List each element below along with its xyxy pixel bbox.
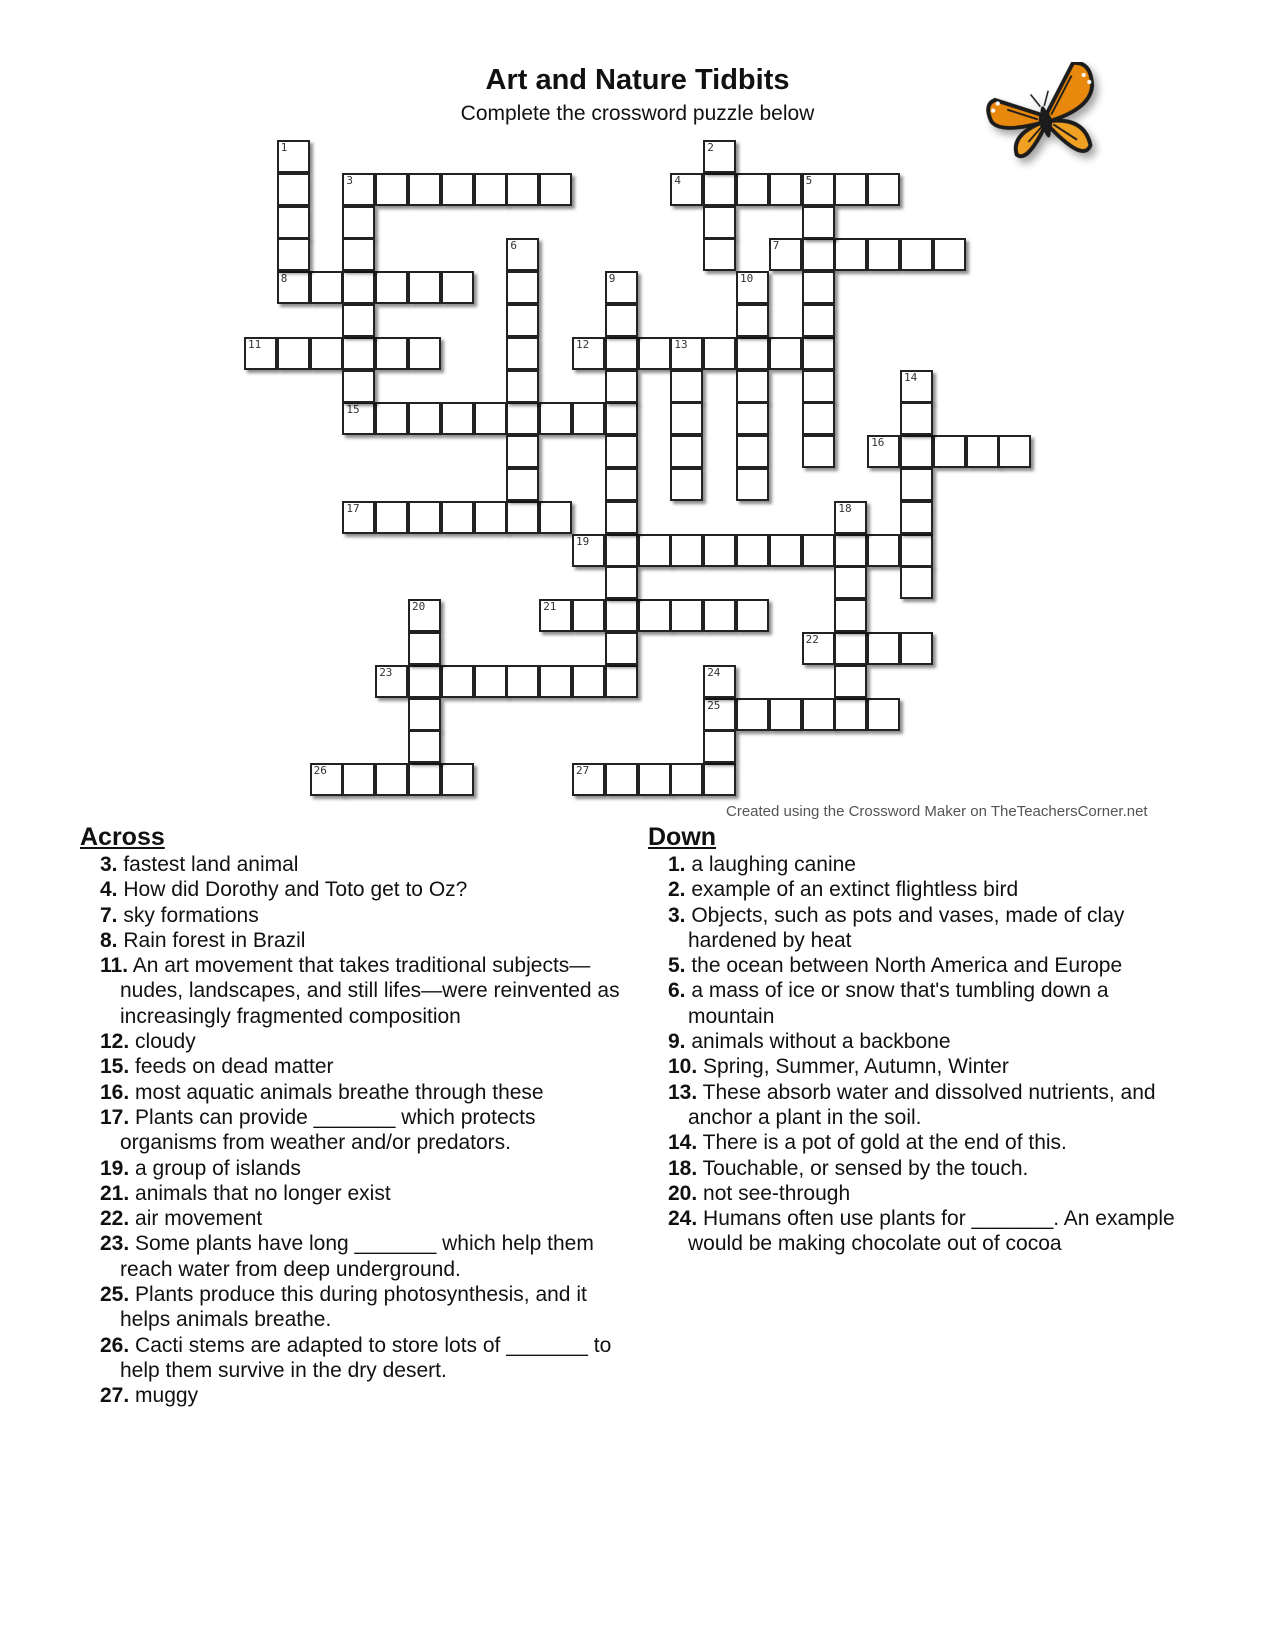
crossword-cell[interactable]	[408, 271, 441, 304]
crossword-cell[interactable]	[408, 698, 441, 731]
crossword-cell[interactable]	[834, 599, 867, 632]
crossword-cell[interactable]	[506, 337, 539, 370]
across-clue	[100, 953, 630, 1029]
page-title: Art and Nature Tidbits	[485, 64, 790, 96]
crossword-cell[interactable]	[506, 271, 539, 304]
crossword-cell[interactable]	[605, 370, 638, 403]
clue-text: the ocean between North America and Europe	[685, 954, 1123, 978]
cell-number: 14	[904, 370, 918, 384]
clue-text: Objects, such as pots and vases, made of clay hardened by heat	[685, 903, 1125, 952]
crossword-cell[interactable]	[769, 534, 802, 567]
crossword-cell[interactable]	[670, 337, 703, 370]
cell-number: 7	[772, 239, 780, 253]
crossword-cell[interactable]	[408, 763, 441, 796]
crossword-cell[interactable]	[703, 140, 736, 173]
crossword-cell[interactable]	[966, 435, 999, 468]
clue-number: 3.	[668, 903, 686, 927]
clue-number: 5.	[668, 954, 686, 978]
crossword-cell[interactable]	[506, 468, 539, 501]
clue-text: Rain forest in Brazil	[117, 928, 306, 952]
crossword-cell[interactable]	[277, 271, 310, 304]
crossword-cell[interactable]	[703, 337, 736, 370]
crossword-cell[interactable]	[342, 271, 375, 304]
clue-number: 13.	[668, 1080, 698, 1104]
crossword-cell[interactable]	[867, 632, 900, 665]
crossword-cell[interactable]	[441, 763, 474, 796]
crossword-cell[interactable]	[605, 665, 638, 698]
crossword-cell[interactable]	[342, 501, 375, 534]
clue-number: 14.	[668, 1131, 698, 1155]
down-clue	[668, 877, 1193, 902]
clue-text: cloudy	[129, 1030, 196, 1054]
clue-number: 21.	[100, 1181, 130, 1205]
crossword-cell[interactable]	[736, 271, 769, 304]
crossword-cell[interactable]	[703, 534, 736, 567]
cell-number: 10	[740, 272, 754, 286]
crossword-cell[interactable]	[802, 238, 835, 271]
crossword-cell[interactable]	[736, 402, 769, 435]
crossword-cell[interactable]	[474, 173, 507, 206]
crossword-cell[interactable]	[408, 730, 441, 763]
clue-text: animals that no longer exist	[129, 1181, 391, 1205]
clue-number: 23.	[100, 1232, 130, 1256]
across-clue	[100, 1383, 630, 1408]
crossword-cell[interactable]	[900, 468, 933, 501]
crossword-cell[interactable]	[408, 337, 441, 370]
clue-number: 15.	[100, 1055, 130, 1079]
crossword-cell[interactable]	[867, 435, 900, 468]
down-clue	[668, 903, 1193, 954]
cell-number: 24	[707, 665, 721, 679]
crossword-cell[interactable]	[605, 337, 638, 370]
crossword-cell[interactable]	[605, 763, 638, 796]
crossword-cell[interactable]	[802, 698, 835, 731]
clue-number: 24.	[668, 1207, 698, 1231]
across-clue	[100, 1105, 630, 1156]
crossword-cell[interactable]	[375, 763, 408, 796]
across-clue	[100, 1080, 630, 1105]
clue-number: 1.	[668, 853, 686, 876]
cell-number: 23	[379, 665, 393, 679]
crossword-cell[interactable]	[670, 173, 703, 206]
crossword-cell[interactable]	[703, 730, 736, 763]
clue-text: Plants produce this during photosynthesis, and it helps animals breathe.	[120, 1283, 587, 1332]
crossword-cell[interactable]	[834, 632, 867, 665]
cell-number: 1	[280, 141, 288, 154]
clue-text: most aquatic animals breathe through these	[129, 1080, 544, 1104]
crossword-cell[interactable]	[572, 763, 605, 796]
crossword-cell[interactable]	[900, 632, 933, 665]
clue-number: 4.	[100, 878, 118, 902]
crossword-cell[interactable]	[802, 304, 835, 337]
crossword-cell[interactable]	[867, 238, 900, 271]
crossword-cell[interactable]	[474, 501, 507, 534]
clue-text: An art movement that takes traditional subjects—nudes, landscapes, and still lifes—were reinvented as increasingly fragmented composition	[120, 954, 620, 1028]
crossword-cell[interactable]	[441, 271, 474, 304]
crossword-cell[interactable]	[408, 665, 441, 698]
down-clue	[668, 978, 1193, 1029]
crossword-cell[interactable]	[605, 468, 638, 501]
crossword-cell[interactable]	[802, 173, 835, 206]
cell-number: 15	[346, 403, 360, 417]
clue-number: 12.	[100, 1030, 130, 1054]
crossword-cell[interactable]	[900, 501, 933, 534]
clue-number: 8.	[100, 928, 118, 952]
clue-text: feeds on dead matter	[129, 1055, 334, 1079]
crossword-cell[interactable]	[802, 435, 835, 468]
crossword-cell[interactable]	[900, 370, 933, 403]
crossword-cell[interactable]	[900, 566, 933, 599]
crossword-cell[interactable]	[638, 534, 671, 567]
clue-text: a laughing canine	[685, 853, 856, 876]
clue-number: 25.	[100, 1283, 130, 1307]
crossword-cell[interactable]	[342, 337, 375, 370]
clue-number: 22.	[100, 1207, 130, 1231]
crossword-cell[interactable]	[670, 402, 703, 435]
crossword-cell[interactable]	[375, 173, 408, 206]
crossword-cell[interactable]	[867, 173, 900, 206]
crossword-cell[interactable]	[802, 337, 835, 370]
crossword-cell[interactable]	[802, 206, 835, 239]
crossword-cell[interactable]	[408, 501, 441, 534]
crossword-cell[interactable]	[572, 599, 605, 632]
clue-number: 7.	[100, 903, 118, 927]
crossword-cell[interactable]	[310, 337, 343, 370]
clue-number: 3.	[100, 853, 118, 876]
clue-text: muggy	[129, 1384, 199, 1408]
clue-number: 9.	[668, 1030, 686, 1054]
crossword-cell[interactable]	[703, 599, 736, 632]
cell-number: 16	[871, 436, 885, 450]
crossword-cell[interactable]	[277, 206, 310, 239]
crossword-cell[interactable]	[670, 435, 703, 468]
across-clue	[100, 877, 630, 902]
crossword-cell[interactable]	[310, 763, 343, 796]
crossword-cell[interactable]	[900, 238, 933, 271]
across-clue	[100, 1231, 630, 1282]
crossword-cell[interactable]	[441, 501, 474, 534]
crossword-cell[interactable]	[506, 370, 539, 403]
crossword-cell[interactable]	[408, 173, 441, 206]
crossword-cell[interactable]	[670, 468, 703, 501]
crossword-cell[interactable]	[474, 402, 507, 435]
crossword-cell[interactable]	[506, 501, 539, 534]
across-clue	[100, 903, 630, 928]
across-clue	[100, 1156, 630, 1181]
crossword-cell[interactable]	[375, 271, 408, 304]
crossword-cell[interactable]	[375, 402, 408, 435]
butterfly-image	[980, 62, 1110, 177]
crossword-cell[interactable]	[342, 763, 375, 796]
cell-number: 27	[576, 764, 590, 778]
clue-text: Some plants have long _______ which help them reach water from deep underground.	[120, 1232, 594, 1281]
cell-number: 13	[674, 337, 688, 351]
clue-number: 2.	[668, 878, 686, 902]
down-clue	[668, 1029, 1193, 1054]
crossword-cell[interactable]	[605, 534, 638, 567]
cell-number: 11	[248, 337, 262, 351]
crossword-cell[interactable]	[933, 238, 966, 271]
cell-number: 2	[707, 141, 714, 154]
crossword-cell[interactable]	[375, 501, 408, 534]
crossword-cell[interactable]	[900, 402, 933, 435]
crossword-cell[interactable]	[670, 599, 703, 632]
crossword-cell[interactable]	[736, 435, 769, 468]
cell-number: 8	[280, 272, 288, 286]
crossword-cell[interactable]	[638, 599, 671, 632]
crossword-cell[interactable]	[605, 632, 638, 665]
crossword-cell[interactable]	[867, 698, 900, 731]
cell-number: 6	[510, 239, 518, 253]
crossword-cell[interactable]	[342, 402, 375, 435]
crossword-cell[interactable]	[539, 501, 572, 534]
crossword-cell[interactable]	[802, 271, 835, 304]
crossword-cell[interactable]	[506, 435, 539, 468]
crossword-cell[interactable]	[736, 304, 769, 337]
crossword-cell[interactable]	[539, 402, 572, 435]
across-heading: Across	[80, 823, 165, 851]
crossword-cell[interactable]	[539, 665, 572, 698]
crossword-cell[interactable]	[310, 271, 343, 304]
crossword-cell[interactable]	[900, 435, 933, 468]
crossword-cell[interactable]	[802, 402, 835, 435]
crossword-cell[interactable]	[539, 173, 572, 206]
crossword-cell[interactable]	[867, 534, 900, 567]
crossword-cell[interactable]	[539, 599, 572, 632]
clue-number: 6.	[668, 979, 686, 1003]
crossword-cell[interactable]	[998, 435, 1031, 468]
crossword-cell[interactable]	[933, 435, 966, 468]
clue-text: sky formations	[117, 903, 259, 927]
crossword-cell[interactable]	[769, 337, 802, 370]
crossword-cell[interactable]	[834, 534, 867, 567]
crossword-cell[interactable]	[736, 599, 769, 632]
clue-number: 17.	[100, 1105, 130, 1129]
crossword-cell[interactable]	[670, 370, 703, 403]
cell-number: 3	[346, 173, 354, 187]
crossword-cell[interactable]	[736, 173, 769, 206]
clue-text: a group of islands	[129, 1156, 301, 1180]
clue-text: Cacti stems are adapted to store lots of _______ to help them survive in the dry desert.	[120, 1333, 612, 1382]
crossword-cell[interactable]	[572, 402, 605, 435]
crossword-cell[interactable]	[703, 763, 736, 796]
crossword-cell[interactable]	[342, 238, 375, 271]
crossword-cell[interactable]	[670, 763, 703, 796]
down-clue	[668, 1080, 1193, 1131]
crossword-cell[interactable]	[441, 665, 474, 698]
crossword-cell[interactable]	[572, 534, 605, 567]
down-clue	[668, 1156, 1193, 1181]
crossword-cell[interactable]	[703, 173, 736, 206]
crossword-cell[interactable]	[605, 304, 638, 337]
cell-number: 22	[805, 633, 819, 646]
crossword-cell[interactable]	[572, 665, 605, 698]
clue-number: 19.	[100, 1156, 130, 1180]
crossword-cell[interactable]	[605, 566, 638, 599]
cell-number: 18	[838, 501, 852, 515]
clue-number: 27.	[100, 1384, 130, 1408]
crossword-cell[interactable]	[408, 632, 441, 665]
down-clue	[668, 1054, 1193, 1079]
crossword-cell[interactable]	[769, 238, 802, 271]
crossword-cell[interactable]	[605, 402, 638, 435]
clue-text: fastest land animal	[117, 853, 299, 876]
clue-number: 26.	[100, 1333, 130, 1357]
crossword-cell[interactable]	[277, 173, 310, 206]
across-clue	[100, 1333, 630, 1384]
crossword-cell[interactable]	[703, 665, 736, 698]
crossword-cell[interactable]	[506, 238, 539, 271]
clue-number: 10.	[668, 1055, 698, 1079]
page-subtitle: Complete the crossword puzzle below	[460, 102, 815, 125]
across-clue	[100, 1029, 630, 1054]
crossword-cell[interactable]	[605, 435, 638, 468]
across-clue	[100, 1206, 630, 1231]
clue-text: air movement	[129, 1207, 263, 1231]
crossword-cell[interactable]	[736, 370, 769, 403]
across-clue	[100, 1181, 630, 1206]
crossword-cell[interactable]	[506, 173, 539, 206]
across-clue	[100, 852, 630, 877]
clue-number: 20.	[668, 1181, 698, 1205]
crossword-cell[interactable]	[703, 206, 736, 239]
clue-text: not see-through	[697, 1181, 851, 1205]
crossword-cell[interactable]	[408, 599, 441, 632]
clue-text: Plants can provide _______ which protects organisms from weather and/or predators.	[120, 1105, 536, 1155]
down-clue-list	[668, 852, 1193, 1257]
cell-number: 20	[412, 600, 426, 614]
crossword-cell[interactable]	[342, 206, 375, 239]
cell-number: 12	[576, 337, 590, 351]
crossword-cell[interactable]	[736, 468, 769, 501]
clue-text: Humans often use plants for _______. An example would be making chocolate out of cocoa	[688, 1207, 1175, 1256]
clue-text: These absorb water and dissolved nutrients, and anchor a plant in the soil.	[688, 1080, 1156, 1129]
cell-number: 5	[805, 173, 813, 187]
crossword-cell[interactable]	[474, 665, 507, 698]
cell-number: 19	[576, 534, 590, 548]
down-clue	[668, 953, 1193, 978]
cell-number: 17	[346, 501, 360, 515]
crossword-cell[interactable]	[277, 140, 310, 173]
clue-text: example of an extinct flightless bird	[685, 878, 1019, 902]
crossword-cell[interactable]	[375, 665, 408, 698]
crossword-cell[interactable]	[769, 173, 802, 206]
crossword-cell[interactable]	[736, 698, 769, 731]
crossword-cell[interactable]	[277, 238, 310, 271]
crossword-cell[interactable]	[834, 173, 867, 206]
crossword-cell[interactable]	[703, 698, 736, 731]
crossword-cell[interactable]	[244, 337, 277, 370]
down-heading: Down	[648, 823, 717, 851]
crossword-cell[interactable]	[441, 173, 474, 206]
cell-number: 25	[707, 698, 721, 712]
crossword-cell[interactable]	[605, 501, 638, 534]
across-clue	[100, 928, 630, 953]
across-clue	[100, 1282, 630, 1333]
crossword-cell[interactable]	[277, 337, 310, 370]
crossword-cell[interactable]	[342, 173, 375, 206]
crossword-cell[interactable]	[834, 238, 867, 271]
crossword-cell[interactable]	[736, 337, 769, 370]
crossword-cell[interactable]	[638, 337, 671, 370]
crossword-cell[interactable]	[802, 370, 835, 403]
clue-number: 16.	[100, 1080, 130, 1104]
cell-number: 4	[674, 173, 682, 187]
crossword-cell[interactable]	[834, 501, 867, 534]
crossword-cell[interactable]	[375, 337, 408, 370]
crossword-cell[interactable]	[506, 665, 539, 698]
credit-line: Created using the Crossword Maker on TheTeachersCorner.net	[726, 803, 1148, 820]
clue-text: animals without a backbone	[685, 1030, 951, 1054]
crossword-cell[interactable]	[736, 534, 769, 567]
crossword-cell[interactable]	[638, 763, 671, 796]
across-clue	[100, 1054, 630, 1079]
clue-text: a mass of ice or snow that's tumbling down a mountain	[685, 979, 1109, 1028]
crossword-cell[interactable]	[506, 304, 539, 337]
crossword-cell[interactable]	[605, 599, 638, 632]
clue-number: 18.	[668, 1156, 698, 1180]
down-clue	[668, 1130, 1193, 1155]
crossword-cell[interactable]	[342, 304, 375, 337]
crossword-cell[interactable]	[834, 698, 867, 731]
crossword-cell[interactable]	[802, 632, 835, 665]
crossword-cell[interactable]	[703, 238, 736, 271]
crossword-cell[interactable]	[506, 402, 539, 435]
crossword-cell[interactable]	[342, 370, 375, 403]
clue-text: How did Dorothy and Toto get to Oz?	[117, 878, 468, 902]
down-clue	[668, 852, 1193, 877]
crossword-cell[interactable]	[900, 534, 933, 567]
down-clue	[668, 1206, 1193, 1257]
clue-number: 11.	[100, 954, 129, 978]
cell-number: 9	[608, 272, 616, 286]
crossword-cell[interactable]	[441, 402, 474, 435]
crossword-cell[interactable]	[572, 337, 605, 370]
clue-text: There is a pot of gold at the end of this.	[697, 1131, 1067, 1155]
crossword-cell[interactable]	[670, 534, 703, 567]
cell-number: 21	[543, 600, 557, 614]
crossword-cell[interactable]	[605, 271, 638, 304]
crossword-cell[interactable]	[834, 665, 867, 698]
down-clue	[668, 1181, 1193, 1206]
clue-text: Touchable, or sensed by the touch.	[697, 1156, 1029, 1180]
crossword-cell[interactable]	[408, 402, 441, 435]
clue-text: Spring, Summer, Autumn, Winter	[697, 1055, 1009, 1079]
cell-number: 26	[313, 764, 327, 778]
crossword-cell[interactable]	[769, 698, 802, 731]
crossword-cell[interactable]	[834, 566, 867, 599]
across-clue-list	[100, 852, 630, 1409]
crossword-cell[interactable]	[802, 534, 835, 567]
